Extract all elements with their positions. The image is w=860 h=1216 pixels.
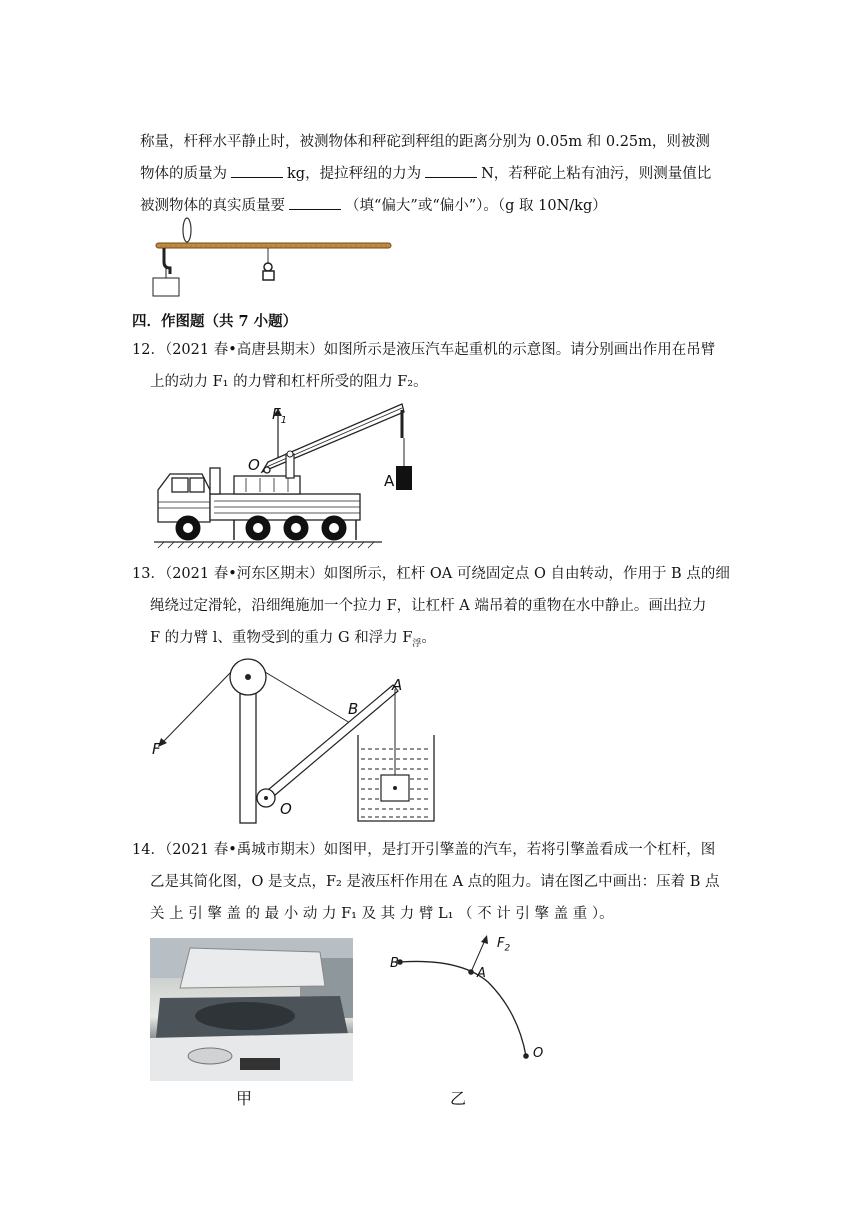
q12-line1: 12．（2021 春•高唐县期末）如图所示是液压汽车起重机的示意图。请分别画出作用在吊臂 [132, 342, 716, 358]
label-f2 [497, 936, 510, 954]
q13-line2: 绳绕过定滑轮，沿细绳施加一个拉力 F，让杠杆 A 端吊着的重物在水中静止。画出拉力 [150, 598, 707, 614]
caption-jia: 甲 [236, 1089, 253, 1108]
label-f1 [272, 405, 287, 426]
q11-text: （填“偏大”或“偏小”）。（g 取 10N/kg） [345, 198, 607, 214]
q12-line2: 上的动力 F₁ 的力臂和杠杆所受的阻力 F₂。 [150, 374, 428, 390]
lever-pulley-figure [150, 655, 450, 825]
answer-blank [231, 165, 283, 178]
q11-text: kg，提拉秤纽的力为 [287, 166, 422, 182]
answer-blank [289, 197, 341, 210]
q11-line2 [140, 158, 740, 190]
label-a: A [384, 472, 395, 490]
caption-yi: 乙 [450, 1089, 467, 1108]
f1-sub: 1 [280, 415, 288, 426]
label-o: O [248, 456, 260, 474]
question-12 [132, 334, 715, 398]
f2-text: F [497, 936, 505, 951]
q13-text: F 的力臂 l、重物受到的重力 G 和浮力 F [150, 630, 413, 646]
f2-sub: 2 [504, 943, 511, 954]
q11-text: 被测物体的真实质量要 [140, 198, 285, 214]
question-14 [132, 834, 720, 930]
steelyard-figure [150, 210, 395, 300]
q13-sub: 浮 [412, 638, 422, 649]
q14-line3: 关 上 引 擎 盖 的 最 小 动 力 F₁ 及 其 力 臂 L₁ （ 不 计 引 擎 盖 重 ）。 [150, 906, 614, 922]
q13-line1: 13．（2021 春•河东区期末）如图所示，杠杆 OA 可绕固定点 O 自由转动，作用于 B 点的细 [132, 566, 730, 582]
label-o: O [533, 1046, 544, 1061]
label-f: F [152, 740, 161, 758]
answer-blank [425, 165, 477, 178]
section-title: 四．作图题（共 7 小题） [132, 313, 298, 330]
q14-line1: 14．（2021 春•禹城市期末）如图甲，是打开引擎盖的汽车，若将引擎盖看成一个杠杆，图 [132, 842, 716, 858]
crane-figure [150, 398, 390, 550]
f1-text: F [272, 405, 281, 423]
question-13 [132, 558, 730, 660]
q14-line2: 乙是其简化图，O 是支点，F₂ 是液压杆作用在 A 点的阻力。请在图乙中画出：压着 B 点 [150, 874, 720, 890]
label-b: B [390, 956, 399, 971]
label-a: A [392, 676, 403, 694]
label-a: A [477, 966, 486, 981]
car-hood-photo [150, 938, 353, 1081]
q11-text: N，若秤砣上粘有油污，则测量值比 [481, 166, 712, 182]
q13-text: 。 [421, 630, 436, 646]
q11-text: 物体的质量为 [140, 166, 227, 182]
label-b: B [348, 700, 359, 718]
q11-line1: 称量，杆秤水平静止时，被测物体和秤砣到秤组的距离分别为 0.05m 和 0.25m，则被测 [140, 134, 710, 150]
label-o: O [280, 800, 292, 818]
